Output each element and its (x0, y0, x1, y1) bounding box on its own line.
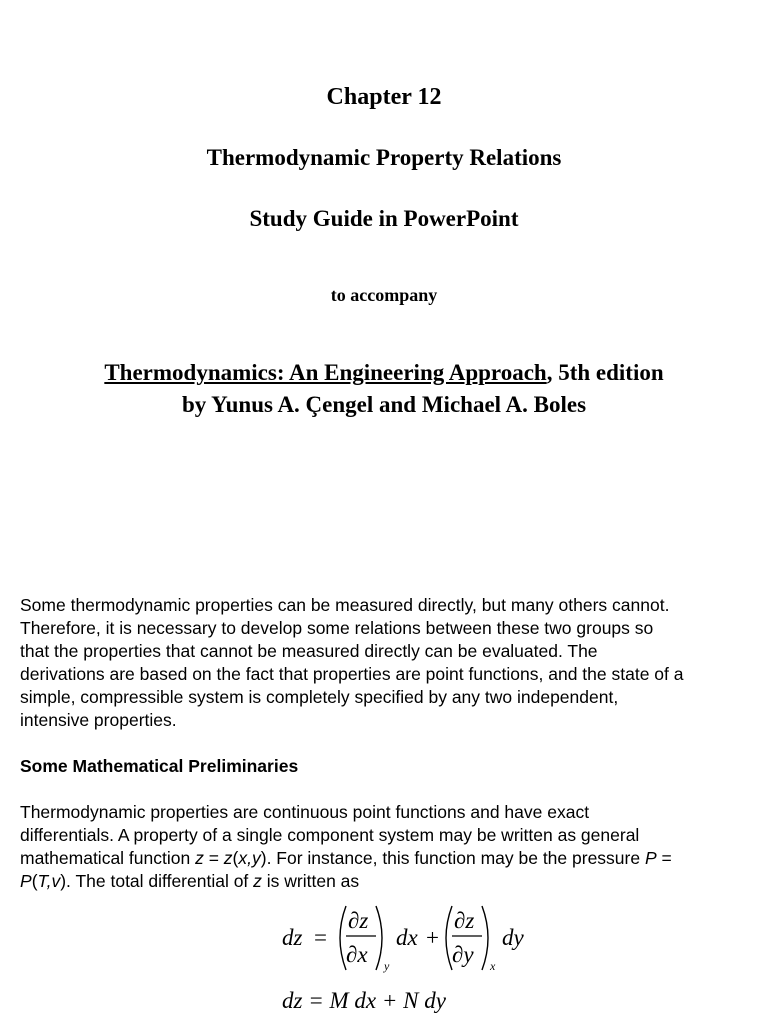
book-edition: , 5th edition (546, 360, 664, 385)
intro-line: intensive properties. (20, 710, 177, 730)
mn-differential-equation (280, 983, 500, 1017)
eq1-num2: ∂z (454, 908, 475, 933)
eq2-text: dz = M dx + N dy (282, 988, 446, 1013)
eq1-num1: ∂z (348, 908, 369, 933)
intro-line: Some thermodynamic properties can be measured directly, but many others cannot. (20, 595, 670, 615)
section-line: P(T,v). The total differential of z is written as (20, 871, 360, 891)
section-line: Thermodynamic properties are continuous point functions and have exact (20, 802, 590, 822)
eq1-right-paren-2 (482, 906, 488, 970)
eq1-dx: dx (396, 925, 418, 950)
intro-line: derivations are based on the fact that properties are point functions, and the state of a (20, 664, 684, 684)
authors-line: by Yunus A. Çengel and Michael A. Boles (181, 392, 587, 417)
eq1-lhs: dz (282, 925, 303, 950)
book-title: Thermodynamics: An Engineering Approach (104, 360, 547, 385)
total-differential-equation (280, 898, 540, 978)
book-line (0, 360, 768, 386)
eq1-equals: = (314, 925, 327, 950)
chapter-heading: Chapter 12 (326, 84, 442, 110)
eq1-sub2: x (490, 959, 496, 973)
accompany-text: to accompany (330, 285, 438, 305)
section-line: differentials. A property of a single component system may be written as general (20, 825, 640, 845)
intro-line: simple, compressible system is completely specified by any two independent, (20, 687, 619, 707)
study-guide-title: Study Guide in PowerPoint (249, 206, 519, 231)
eq1-dy: dy (502, 925, 524, 950)
eq1-sub1: y (384, 959, 390, 973)
eq1-den1: ∂x (346, 942, 368, 967)
eq1-right-paren (376, 906, 382, 970)
section-heading: Some Mathematical Preliminaries (20, 756, 299, 776)
intro-paragraph (20, 594, 756, 732)
eq1-plus: + (426, 925, 439, 950)
eq1-den2: ∂y (452, 942, 474, 967)
intro-line: Therefore, it is necessary to develop some relations between these two groups so (20, 618, 654, 638)
section-line: mathematical function z = z(x,y). For instance, this function may be the pressure P = (20, 848, 672, 868)
intro-line: that the properties that cannot be measured directly can be evaluated. The (20, 641, 598, 661)
section-paragraph (20, 801, 756, 893)
chapter-subtitle: Thermodynamic Property Relations (206, 145, 562, 170)
